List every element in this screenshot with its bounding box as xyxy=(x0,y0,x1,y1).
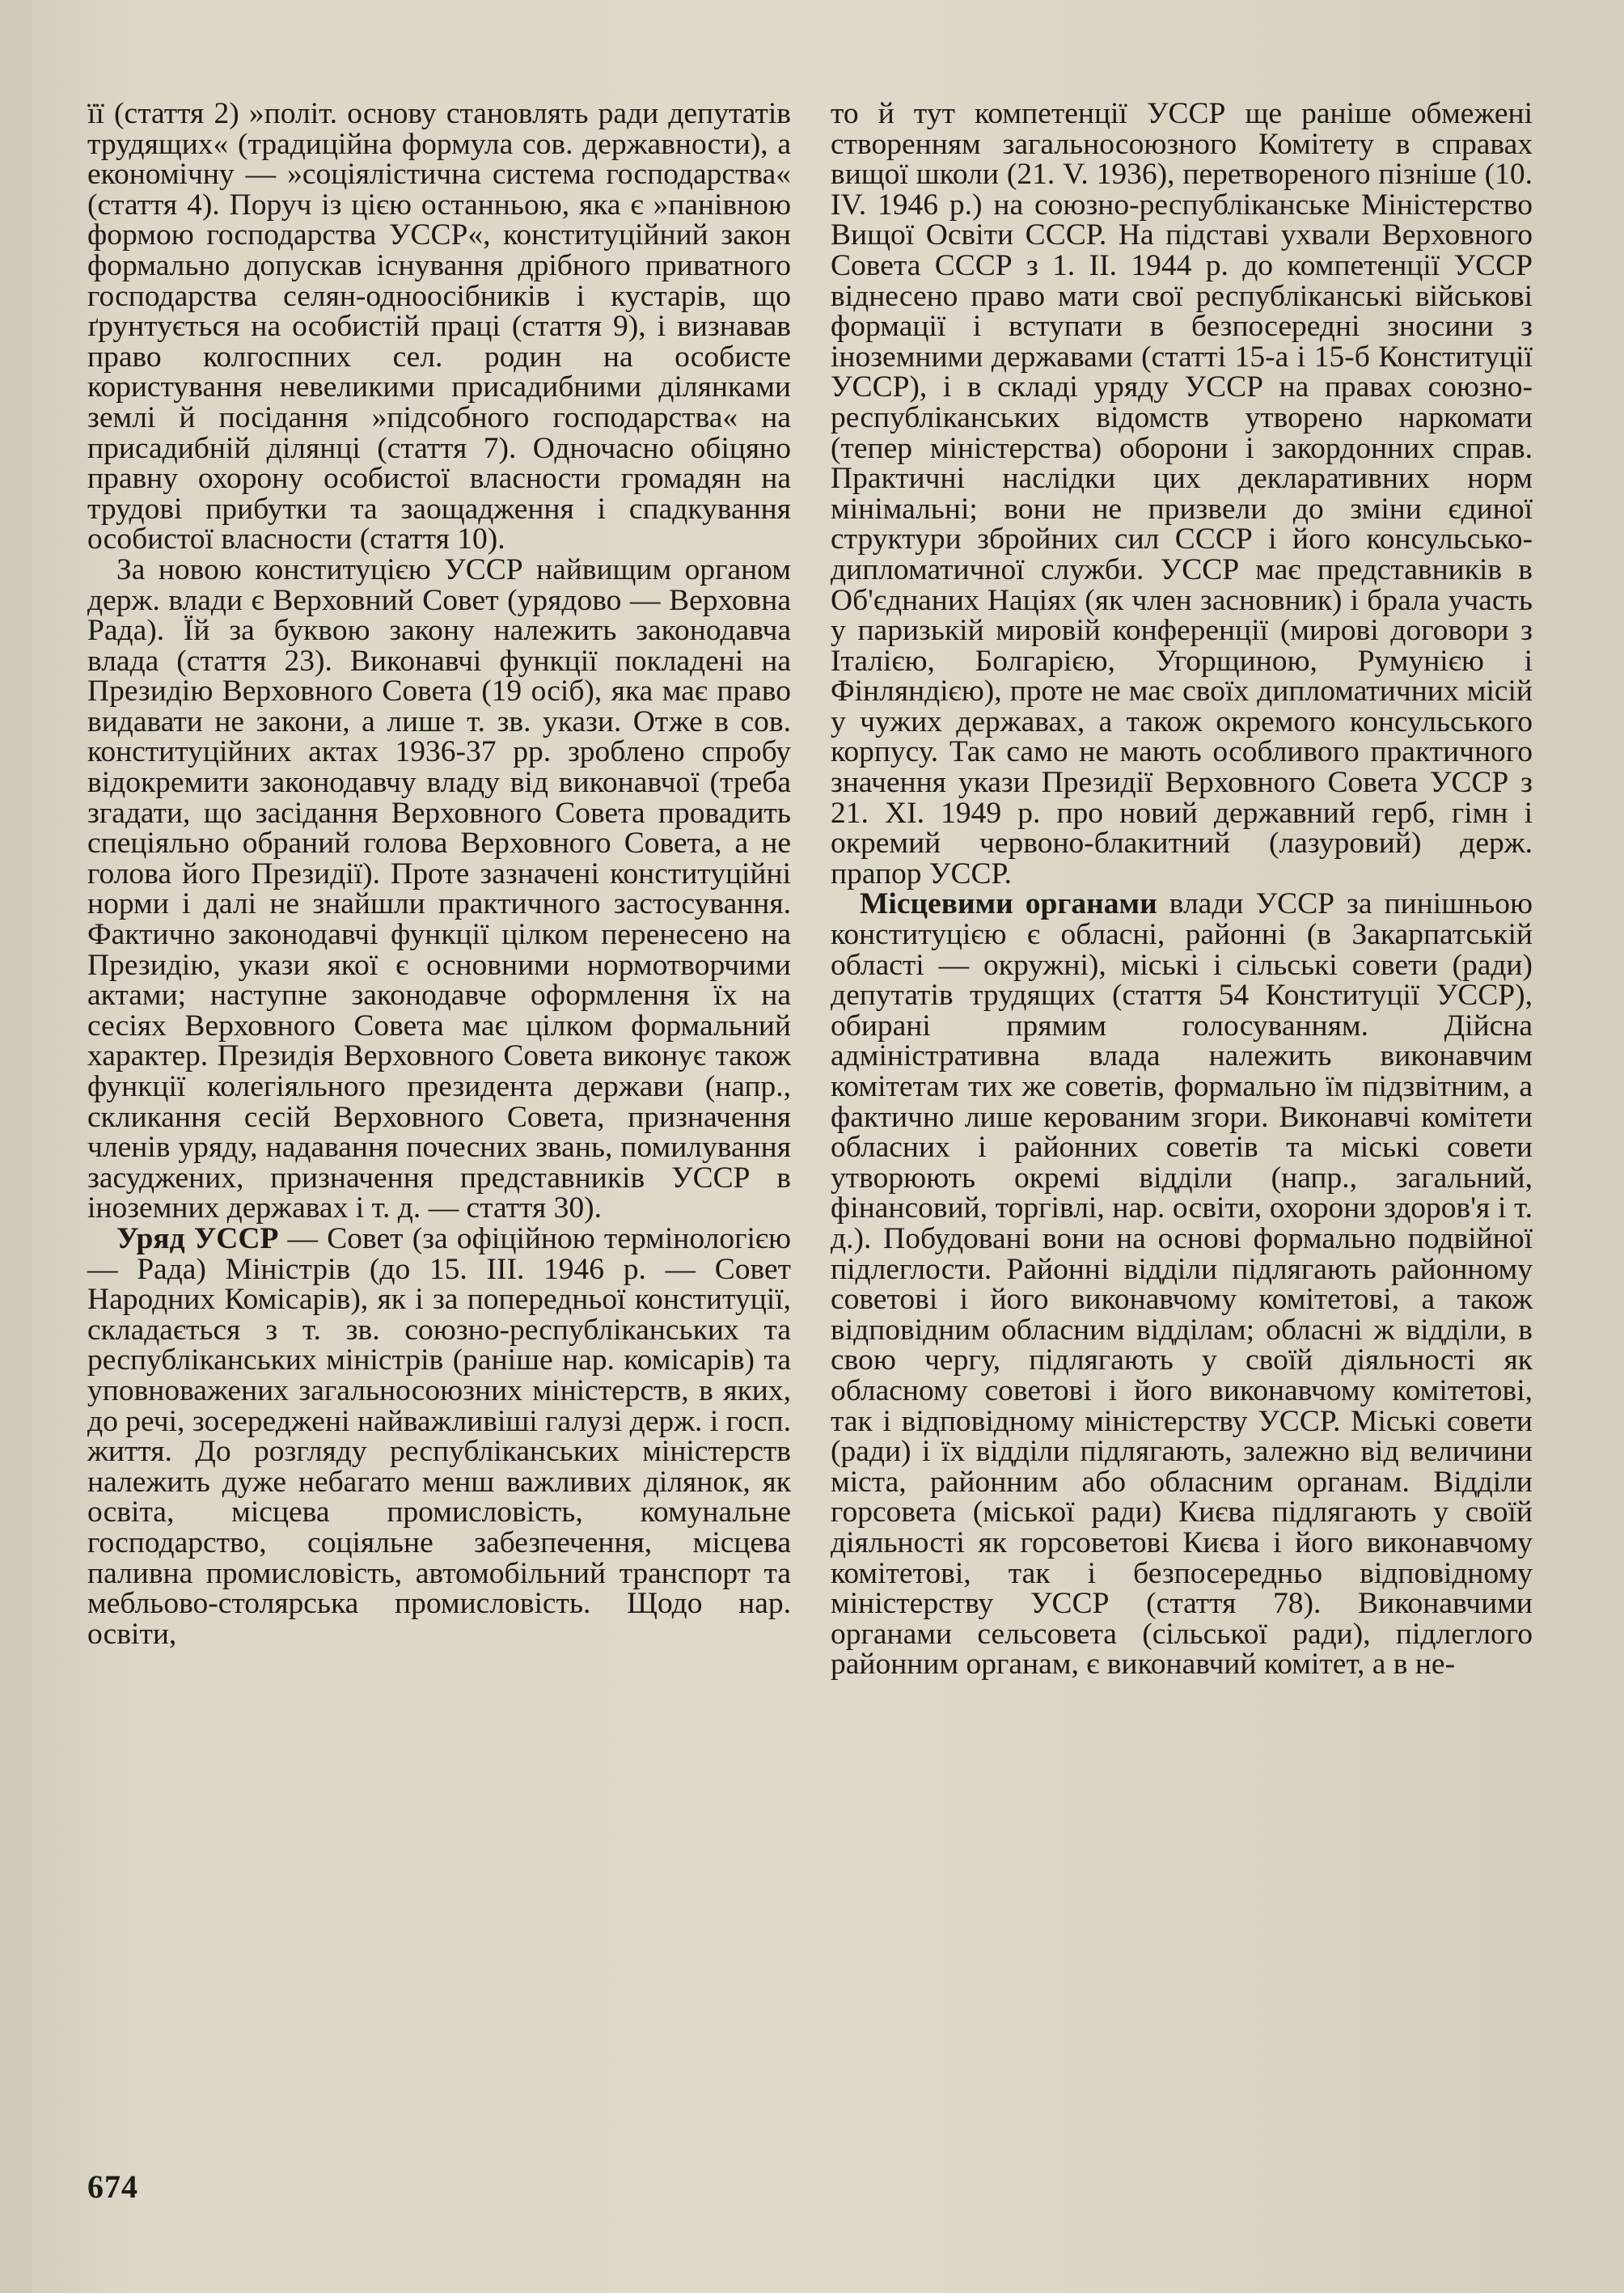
left-column xyxy=(87,99,791,1649)
paragraph: її (стаття 2) »політ. основу становлять ради депутатів трудящих« (традиційна формула сов. державности), а економічну — »соціялістична система господарства« (стаття 4). Поруч із цією останньою, яка є »панівною формою господарства УССР«, конституційний закон формально допускав існування дрібного приватного господарства селян-одноосібників і кустарів, що ґрунтується на особистій праці (стаття 9), і визнавав право колгоспних сел. родин на особисте користування невеликими присадибними ділянками землі й посідання »підсобного господарства« на присадибній ділянці (стаття 7). Одночасно обіцяно правну охорону особистої власности громадян на трудові прибутки та заощадження і спадкування особистої власности (стаття 10). xyxy=(87,97,791,556)
right-column xyxy=(831,99,1533,1680)
paragraph-text: — Совет (за офіційною термінологією — Рада) Міністрів (до 15. III. 1946 р. — Совет Народних Комісарів), як і за попередньої конституції, складається з т. зв. союзно-республіканських та республіканських міністрів (раніше нар. комісарів) та уповноважених загальносоюзних міністерств, в яких, до речі, зосереджені найважливіші галузі держ. і госп. життя. До розгляду республіканських міністерств належить дуже небагато менш важливих ділянок, як освіта, місцева промисловість, комунальне господарство, соціяльне забезпечення, місцева паливна промисловість, автомобільний транспорт та мебльово-столярська промисловість. Щодо нар. освіти, xyxy=(87,1221,791,1651)
section-lead: Уряд УССР xyxy=(116,1221,279,1255)
paragraph: то й тут компетенції УССР ще раніше обмежені створенням загальносоюзного Комітету в справах вищої школи (21. V. 1936), перетвореного пізніше (10. IV. 1946 р.) на союзно-республіканське Міністерство Вищої Освіти СССР. На підставі ухвали Верховного Совета СССР з 1. II. 1944 р. до компетенції УССР віднесено право мати свої республіканські військові формації і вступати в безпосередні зносини з іноземними державами (статті 15-а і 15-б Конституції УССР), і в складі уряду УССР на правах союзно-республіканських відомств утворено наркомати (тепер міністерства) оборони і закордонних справ. Практичні наслідки цих декларативних норм мінімальні; вони не призвели до зміни єдиної структури збройних сил СССР і його консульсько-дипломатичної служби. УССР має представників в Об'єднаних Націях (як член засновник) і брала участь у паризькій мировій конференції (мирові договори з Італією, Болгарією, Угорщиною, Румунією і Фінляндією), проте не має своїх дипломатичних місій у чужих державах, а також окремого консульського корпусу. Так само не мають особливого практичного значення укази Президії Верховного Совета УССР з 21. XI. 1949 р. про новий державний герб, гімн і окремий червоно-блакитний (лазуровий) держ. прапор УССР. xyxy=(831,97,1533,891)
paragraph xyxy=(831,887,1533,1682)
paragraph-text: влади УССР за пинішньою конституцією є обласні, районні (в Закарпатській області — окружні), міські і сільські совети (ради) депутатів трудящих (стаття 54 Конституції УССР), обирані прямим голосуванням. Дійсна адміністративна влада належить виконавчим комітетам тих же советів, формально їм підзвітним, а фактично лише керованим згори. Виконавчі комітети обласних і районних советів та міські совети утворюють окремі відділи (напр., загальний, фінансовий, торгівлі, нар. освіти, охорони здоров'я і т. д.). Побудовані вони на основі формально подвійної підлеглости. Районні відділи підлягають районному советові і його виконавчому комітетові, а також відповідним обласним відділам; обласні ж відділи, в свою чергу, підлягають у своїй діяльності як обласному советові і його виконавчому комітетові, так і відповідному міністерству УССР. Міські совети (ради) і їх відділи підлягають, залежно від величини міста, районним або обласним органам. Відділи горсовета (міської ради) Києва підлягають у своїй діяльності як горсоветові Києва і його виконавчому комітетові, так і безпосередньо відповідному міністерству УССР (стаття 78). Виконавчими органами сельсовета (сільської ради), підлеглого районним органам, є виконавчий комітет, а в не- xyxy=(831,887,1533,1682)
paragraph: За новою конституцією УССР найвищим органом держ. влади є Верховний Совет (урядово — Верховна Рада). Їй за буквою закону належить законодавча влада (стаття 23). Виконавчі функції покладені на Президію Верховного Совета (19 осіб), яка має право видавати не закони, а лише т. зв. укази. Отже в сов. конституційних актах 1936-37 рр. зроблено спробу відокремити законодавчу владу від виконавчої (треба згадати, що засідання Верховного Совета провадить спеціяльно обраний голова Верховного Совета, а не голова його Президії). Проте зазначені конституційні норми і далі не знайшли практичного застосування. Фактично законодавчі функції цілком перенесено на Президію, укази якої є основними нормотворчими актами; наступне законодавче оформлення їх на сесіях Верховного Совета має цілком формальний характер. Президія Верховного Совета виконує також функції колегіяльного президента держави (напр., скликання сесій Верховного Совета, призначення членів уряду, надавання почесних звань, помилування засуджених, призначення представників УССР в іноземних державах і т. д. — стаття 30). xyxy=(87,552,791,1225)
section-lead: Місцевими органами xyxy=(860,887,1157,921)
page-number: 674 xyxy=(87,2168,138,2205)
paragraph xyxy=(87,1221,791,1651)
